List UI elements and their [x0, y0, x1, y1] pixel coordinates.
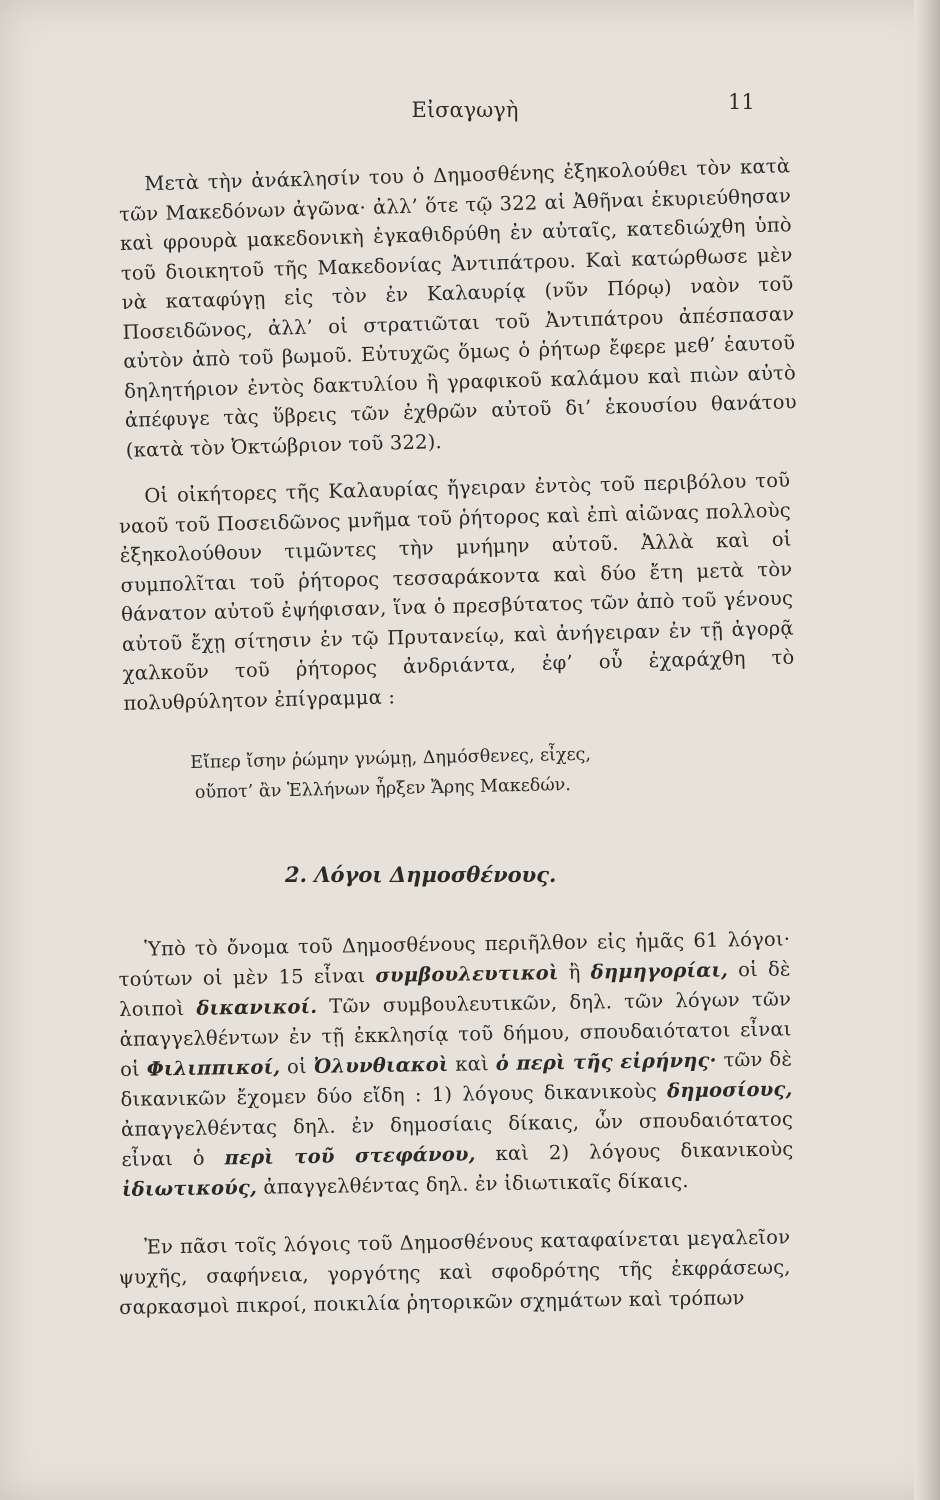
text-run: Ὑπὸ τὸ ὄνομα τοῦ Δημοσθένους περιῆλθον εἰς ἡμᾶς 61 λόγοι· τούτων οἱ μὲν 15 εἶναι — [118, 926, 791, 991]
epigram-line-1: Εἴπερ ἴσην ῥώμην γνώμῃ, Δημόσθενες, εἶχες, — [190, 744, 592, 773]
text-run: ἀπαγγελθέντας δηλ. ἐν δημοσίαις δίκαις, ὧν σπουδαιότατος εἶναι ὁ — [120, 1106, 794, 1171]
text-run: Τῶν συμβουλευτικῶν, δηλ. τῶν λόγων τῶν ἀπαγγελθέντων ἐν τῇ ἐκκλησίᾳ τοῦ δήμου, σπουδαιότατοι εἶναι οἱ — [119, 986, 792, 1081]
text-run: τῶν δὲ δικανικῶν ἔχομεν δύο εἴδη : 1) λόγους δικανικοὺς — [120, 1046, 793, 1111]
section-heading: 2. Λόγοι Δημοσθένους. — [285, 862, 557, 887]
running-header-title: Εἰσαγωγὴ — [411, 98, 519, 122]
bold-term: συμβουλευτικοὶ — [375, 960, 559, 987]
text-run: καὶ 2) λόγους δικανικοὺς — [475, 1136, 794, 1165]
text-run: καὶ — [448, 1051, 496, 1076]
epigram-line-2: οὔποτ’ ἂν Ἑλλήνων ἦρξεν Ἄρης Μακεδών. — [194, 775, 572, 803]
bold-term: δημοσίους, — [666, 1076, 793, 1102]
page-number: 11 — [728, 90, 755, 114]
paragraph-style: Ἐν πᾶσι τοῖς λόγοις τοῦ Δημοσθένους καταφαίνεται μεγαλεῖον ψυχῆς, σαφήνεια, γοργότης καὶ σφοδρότης τῆς ἐκφράσεως, σαρκασμοὶ πικροί, ποικιλία ῥητορικῶν σχημάτων καὶ τρόπων — [118, 1224, 791, 1319]
text-run: ἀπαγγελθέντας δηλ. ἐν ἰδιωτικαῖς δίκαις. — [256, 1168, 689, 1199]
paragraph-honors: Οἱ οἰκήτορες τῆς Καλαυρίας ἤγειραν ἐντὸς τοῦ περιβόλου τοῦ ναοῦ τοῦ Ποσειδῶνος μνῆμα τοῦ ῥήτορος καὶ ἐπὶ αἰῶνας πολλοὺς ἐξηκολούθουν τιμῶντες τὴν μνήμην αὐτοῦ. Ἀλλὰ καὶ οἱ συμπολῖται τοῦ ῥήτορος τεσσαράκοντα καὶ δύο ἔτη μετὰ τὸν θάνατον αὐτοῦ ἐψήφισαν, ἵνα ὁ πρεσβύτατος τῶν ἀπὸ τοῦ γένους αὐτοῦ ἔχῃ σίτησιν ἐν τῷ Πρυτανείῳ, καὶ ἀνήγειραν ἐν τῇ ἀγορᾷ χαλκοῦν τοῦ ῥήτορος ἀνδριάντα, ἐφ’ οὗ ἐχαράχθη τὸ πολυθρύλητον ἐπίγραμμα : — [118, 468, 795, 714]
epigram — [190, 736, 751, 808]
bold-term: Φιλιππικοί, — [146, 1054, 281, 1081]
bold-term: Ὀλυνθιακοὶ — [313, 1052, 449, 1078]
page-gutter-shadow — [914, 0, 940, 1500]
bold-term: ὁ περὶ τῆς εἰρήνης· — [495, 1048, 717, 1075]
text-run: οἱ — [280, 1054, 314, 1078]
bold-term: δικανικοί. — [196, 994, 318, 1020]
bold-term: δημηγορίαι, — [590, 957, 729, 984]
text-run: ἢ — [558, 960, 591, 984]
paragraph-speeches — [118, 924, 794, 1205]
text-run: οἱ δὲ λοιποὶ — [118, 956, 791, 1021]
bold-term: περὶ τοῦ στεφάνου, — [224, 1141, 476, 1169]
paragraph-demosthenes-death: Μετὰ τὴν ἀνάκλησίν του ὁ Δημοσθένης ἐξηκολούθει τὸν κατὰ τῶν Μακεδόνων ἀγῶνα· ἀλλ’ ὅτε τῷ 322 αἱ Ἀθῆναι ἐκυριεύθησαν καὶ φρουρὰ μακεδονικὴ ἐγκαθιδρύθη ἐν αὐταῖς, κατεδιώχθη ὑπὸ τοῦ διοικητοῦ τῆς Μακεδονίας Ἀντιπάτρου. Καὶ κατώρθωσε μὲν νὰ καταφύγῃ εἰς τὸν ἐν Καλαυρίᾳ (νῦν Πόρῳ) ναὸν τοῦ Ποσειδῶνος, ἀλλ’ οἱ στρατιῶται τοῦ Ἀντιπάτρου ἀπέσπασαν αὐτὸν ἀπὸ τοῦ βωμοῦ. Εὐτυχῶς ὅμως ὁ ῥήτωρ ἔφερε μεθ’ ἑαυτοῦ δηλητήριον ἐντὸς δακτυλίου ἢ γραφικοῦ καλάμου καὶ πιὼν αὐτὸ ἀπέφυγε τὰς ὕβρεις τῶν ἐχθρῶν αὐτοῦ δι’ ἑκουσίου θανάτου (κατὰ τὸν Ὀκτώβριον τοῦ 322). — [118, 153, 798, 461]
bold-term: ἰδιωτικούς, — [121, 1175, 258, 1201]
